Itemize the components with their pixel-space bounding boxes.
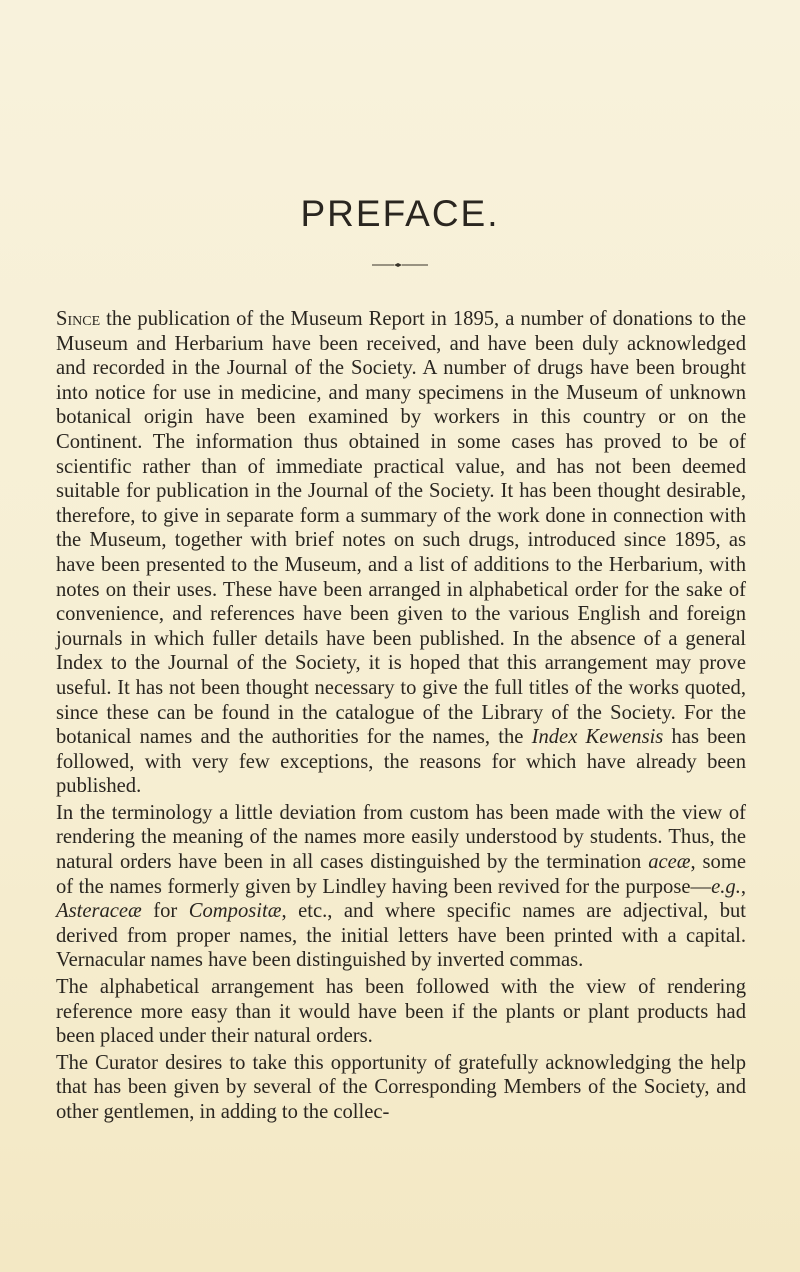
text-run: , bbox=[740, 875, 746, 898]
paragraph bbox=[56, 307, 746, 799]
italic-term: aceæ bbox=[648, 851, 691, 874]
text-run: The Curator desires to take this opportunity of gratefully acknowledging the help that has been given by several of the Corresponding Members of the Society, and other gentlemen, in adding to the collec- bbox=[56, 1051, 746, 1123]
italic-term: Asteraceæ bbox=[56, 900, 142, 923]
text-run: , some of the names formerly given by Lindley having been revived for the purpose— bbox=[56, 851, 746, 898]
paragraph bbox=[56, 975, 746, 1049]
page-title: PREFACE. bbox=[300, 192, 500, 234]
text-run: for bbox=[141, 900, 189, 923]
preface-body bbox=[56, 307, 746, 1127]
paragraph bbox=[56, 1051, 746, 1125]
text-run: , etc., and where specific names are adjectival, but derived from proper names, the initial letters have been printed with a capital. Vernacular names have been distinguished by inverted commas. bbox=[56, 900, 747, 972]
paragraph-lead-word: Since bbox=[56, 308, 101, 330]
paragraph bbox=[56, 801, 746, 973]
text-run: the publication of the Museum Report in 1895, a number of donations to the Museum and Herbarium have been received, and have been duly acknowledged and recorded in the Journal of the Society. A number of drugs have been brought into notice for use in medicine, and many specimens in the Museum of unknown botanical origin have been examined by workers in this country or on the Continent. The information thus obtained in some cases has proved to be of scientific rather than of immediate practical value, and has not been deemed suitable for publication in the Journal of the Society. It has been thought desirable, therefore, to give in separate form a summary of the work done in connection with the Museum, together with brief notes on such drugs, introduced since 1895, as have been presented to the Museum, and a list of additions to the Herbarium, with notes on their uses. These have been arranged in alphabetical order for the sake of convenience, and references have been given to the various English and foreign journals in which fuller details have been published. In the absence of a general Index to the Journal of the Society, it is hoped that this arrangement may prove useful. It has not been thought necessary to give the full titles of the works quoted, since these can be found in the catalogue of the Library of the Society. For the botanical names and the authorities for the names, the bbox=[56, 308, 746, 749]
text-run: has been followed, with very few exceptions, the reasons for which have already been published. bbox=[56, 726, 747, 798]
italic-term: e.g. bbox=[711, 875, 741, 898]
italic-term: Index Kewensis bbox=[531, 726, 664, 749]
ornament-rule bbox=[370, 260, 430, 270]
text-run: The alphabetical arrangement has been followed with the view of rendering reference more easy than it would have been if the plants or plant products had been placed under their natural orders. bbox=[56, 976, 746, 1048]
text-run: In the terminology a little deviation from custom has been made with the view of rendering the meaning of the names more easily understood by students. Thus, the natural orders have been in all cases distinguished by the termination bbox=[56, 801, 746, 874]
italic-term: Compositæ bbox=[188, 900, 282, 923]
